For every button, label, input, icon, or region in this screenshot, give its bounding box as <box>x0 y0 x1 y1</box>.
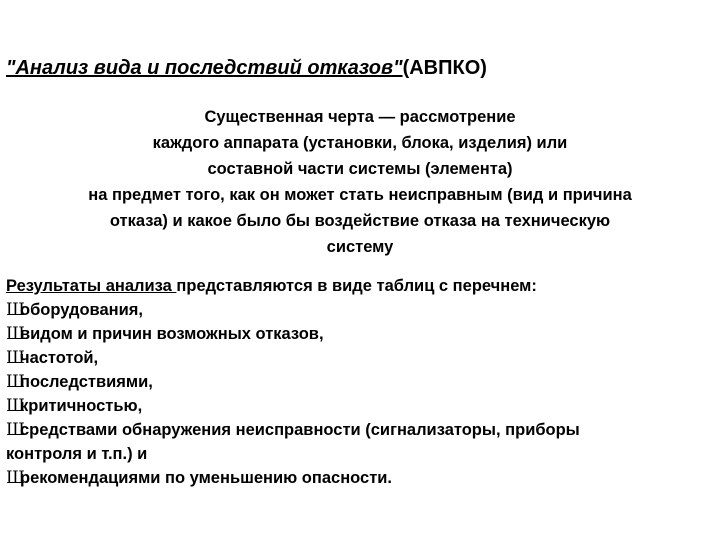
bullet-icon: Ш <box>6 348 25 367</box>
bullet-icon: Ш <box>6 372 25 391</box>
intro-line: составной части системы (элемента) <box>207 160 513 178</box>
list-item-text: оборудования, <box>20 301 143 319</box>
list-item-text: частотой, <box>20 349 99 367</box>
intro-line: Существенная черта — рассмотрение <box>204 108 516 126</box>
list-item <box>6 346 714 370</box>
list-item-text: последствиями, <box>20 373 153 391</box>
intro-line: на предмет того, как он может стать неисправным (вид и причина <box>88 186 632 204</box>
intro-paragraph <box>4 104 716 260</box>
title-abbreviation: (АВПКО) <box>402 57 487 79</box>
list-item-text: рекомендациями по уменьшению опасности. <box>20 469 393 487</box>
intro-line: отказа) и какое было бы воздействие отказа на техническую <box>109 212 611 230</box>
list-item <box>6 370 714 394</box>
list-item <box>6 418 714 442</box>
slide-title <box>6 56 487 80</box>
list-item <box>6 394 714 418</box>
results-lead-underlined: Результаты анализа <box>6 277 177 295</box>
list-item-continuation: контроля и т.п.) и <box>6 445 148 463</box>
list-item <box>6 466 714 490</box>
results-section <box>6 274 714 490</box>
bullet-icon: Ш <box>6 468 25 487</box>
list-item <box>6 298 714 322</box>
bullet-icon: Ш <box>6 420 25 439</box>
results-lead <box>6 274 714 298</box>
bullet-icon: Ш <box>6 396 25 415</box>
list-item <box>6 322 714 346</box>
bullet-icon: Ш <box>6 324 25 343</box>
list-item-text: критичностью, <box>20 397 143 415</box>
title-main: "Анализ вида и последствий отказов" <box>6 57 403 79</box>
list-item-text: средствами обнаружения неисправности (сигнализаторы, приборы <box>20 421 580 439</box>
results-lead-rest: представляются в виде таблиц с перечнем: <box>176 277 537 295</box>
list-item-text: видом и причин возможных отказов, <box>20 325 324 343</box>
intro-line: каждого аппарата (установки, блока, изделия) или <box>152 134 568 152</box>
bullet-icon: Ш <box>6 300 25 319</box>
intro-line: систему <box>326 238 394 256</box>
